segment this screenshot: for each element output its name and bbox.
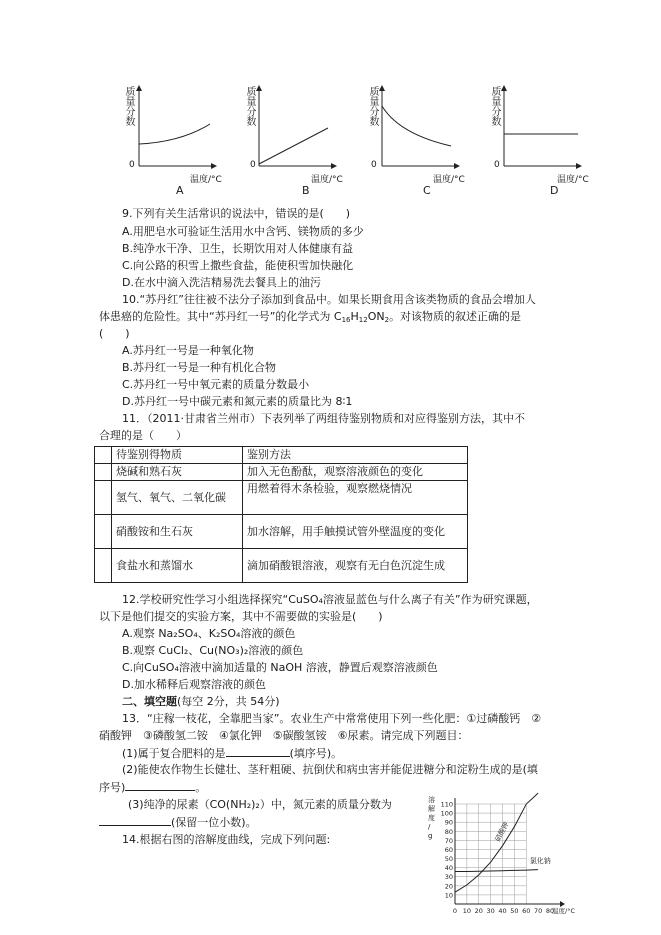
y-axis-label: 解 [428,805,435,813]
graph-c-plot [379,84,461,172]
q9-option-c: C.向公路的积雪上撒些食盐，能使积雪加快融化 [122,259,354,272]
graph-d-plot [501,84,583,172]
y-tick-label: 50 [444,855,453,864]
q13-part1: (1)属于复合肥料的是 (填序号)。 [122,747,343,760]
table-row [95,481,468,515]
q10-stem-line3: ( ) [99,327,130,340]
table-cell-method: 加入无色酚酞，观察溶液颜色的变化 [243,464,468,481]
graph-a-curve [139,124,210,144]
q9-option-a: A.用肥皂水可验证生活用水中含钙、镁物质的多少 [122,225,364,238]
q13-part3-line2: (保留一位小数)。 [99,814,257,830]
table-header-row [95,447,468,464]
q12-stem-line1: 12.学校研究性学习小组选择探究“CuSO₄溶液显蓝色与什么离子有关”作为研究课题， [122,593,538,606]
x-tick-label: 0 [452,907,458,915]
answer-blank[interactable] [125,779,195,791]
q10-option-a: A.苏丹红一号是一种氧化物 [122,344,254,357]
q12-option-d: D.加水稀释后观察溶液的颜色 [122,678,266,691]
q10-option-b: B.苏丹红一号是一种有机化合物 [122,361,277,374]
graph-c-x-label: 温度/°C [433,175,465,185]
x-axis-label: 温度/°C [552,907,575,915]
graph-a-plot [136,84,218,172]
q9-stem: 9.下列有关生活常识的说法中，错误的是( ) [122,207,351,220]
q13-part2-line2: 序号) 。 [99,781,207,794]
graph-d-x-label: 温度/°C [557,175,589,185]
series-line-potassium-nitrate [455,793,538,892]
q11-stem-line1: 11．（2011·甘肃省兰州市）下表列举了两组待鉴别物质和对应得鉴别方法，其中不 [122,412,525,425]
x-tick-label: 10 [462,907,472,915]
y-axis-label: / [428,823,431,831]
section2-header [122,694,280,709]
section2-title: 二、填空题 [122,695,177,708]
solubility-chart [422,790,592,920]
graph-c-curve [382,106,451,146]
q13-part2-line1: (2)能使农作物生长健壮、茎秆粗硬、抗倒伏和病虫害并能促进糖分和淀粉生成的是(填 [122,763,538,776]
q14-stem: 14.根据右图的溶解度曲线，完成下列问题: [122,833,331,846]
q10-option-c: C.苏丹红一号中氧元素的质量分数最小 [122,378,310,391]
series-label-potassium-nitrate: 硝酸钾 [493,820,511,844]
graph-c-origin: 0 [371,160,377,170]
q11-table [94,446,468,583]
table-row [95,549,468,583]
q13-stem-line2: 硝酸钾 ③磷酸氢二铵 ④氯化钾 ⑤碳酸氢铵 ⑥尿素。请完成下列题目： [99,729,469,742]
graph-b-plot [256,84,338,172]
q10-option-d: D.苏丹红一号中碳元素和氮元素的质量比为 8∶1 [122,395,353,408]
graph-b-line [259,128,328,164]
graph-a-y-label: 质量分数 [125,87,136,128]
graph-b-y-label: 质量分数 [246,87,257,128]
y-tick-label: 40 [444,864,453,873]
table-header-method: 鉴别方法 [243,447,468,464]
table-cell-substance: 氢气、氧气、二氧化碳 [112,481,243,515]
table-cell-method: 用燃着得木条检验，观察燃烧情况 [243,481,468,515]
y-tick-label: 110 [440,800,453,809]
q13-stem-line1: 13．“庄稼一枝花，全靠肥当家”。农业生产中常常使用下列一些化肥：①过磷酸钙 ② [122,712,542,725]
q10-stem-line2: 体患癌的危险性。其中“苏丹红一号”的化学式为 $C_{16}H_{12}ON_2$。对该物质的叙述正确的是 [99,310,522,324]
x-tick-label: 80 [545,907,555,915]
y-tick-label: 100 [440,809,453,818]
y-tick-label: 10 [444,891,453,900]
series-label-sodium-chloride: 氯化钠 [529,857,551,866]
y-axis-label: g [428,832,433,840]
q11-stem-line2: 合理的是（ ） [99,429,187,442]
q12-option-a: A.观察 Na₂SO₄、K₂SO₄溶液的颜色 [122,627,296,640]
y-tick-label: 90 [444,818,453,827]
table-cell-substance: 烧碱和熟石灰 [112,464,243,481]
x-tick-label: 40 [498,907,507,915]
table-row [95,515,468,549]
answer-blank[interactable] [99,814,171,826]
q9-option-d: D.在水中滴入洗洁精易洗去餐具上的油污 [122,276,321,289]
graph-d-y-label: 质量分数 [491,87,502,128]
table-header-substance: 待鉴别得物质 [112,447,243,464]
x-tick-label: 30 [486,907,495,915]
y-tick-label: 20 [444,882,453,891]
graph-c-letter: C [423,184,431,197]
y-tick-label: 70 [444,836,453,845]
y-tick-label: 30 [444,873,453,882]
x-tick-label: 50 [510,907,519,915]
graph-c-y-label: 质量分数 [369,87,380,128]
table-row [95,464,468,481]
x-tick-label: 70 [533,907,543,915]
y-tick-label: 60 [444,845,453,854]
q9-option-b: B.纯净水干净、卫生，长期饮用对人体健康有益 [122,242,354,255]
q12-option-c: C.向CuSO₄溶液中滴加适量的 NaOH 溶液，静置后观察溶液颜色 [122,661,438,674]
table-cell-method: 加水溶解，用手触摸试管外壁温度的变化 [243,515,468,549]
answer-blank[interactable] [226,745,290,757]
table-cell-substance: 硝酸铵和生石灰 [112,515,243,549]
graph-a-letter: A [176,184,184,197]
graph-d-letter: D [550,184,559,197]
y-tick-label: 80 [444,827,453,836]
graph-b-x-label: 温度/°C [311,175,343,185]
y-axis-label: 溶 [428,796,435,804]
y-axis-label: 度 [428,814,435,822]
q10-stem-line1: 10.“苏丹红”往往被不法分子添加到食品中。如果长期食用含该类物质的食品会增加人 [122,293,536,306]
table-cell-substance: 食盐水和蒸馏水 [112,549,243,583]
graph-d-origin: 0 [494,160,500,170]
table-cell-method: 滴加硝酸银溶液，观察有无白色沉淀生成 [243,549,468,583]
q12-option-b: B.观察 CuCl₂、Cu(NO₃)₂溶液的颜色 [122,644,304,657]
graph-b-letter: B [302,184,310,197]
graph-b-origin: 0 [250,160,256,170]
graph-a-x-label: 温度/°C [190,175,222,185]
q12-stem-line2: 以下是他们提交的实验方案，其中不需要做的实验是( ) [99,610,383,623]
section2-note: (每空 2分，共 54分) [177,695,280,708]
q13-part3-line1: (3)纯净的尿素（CO(NH₂)₂）中，氮元素的质量分数为 [128,798,392,811]
series-line-sodium-chloride [455,870,538,872]
x-tick-label: 20 [474,907,483,915]
x-tick-label: 60 [522,907,531,915]
graph-a-origin: 0 [129,160,135,170]
